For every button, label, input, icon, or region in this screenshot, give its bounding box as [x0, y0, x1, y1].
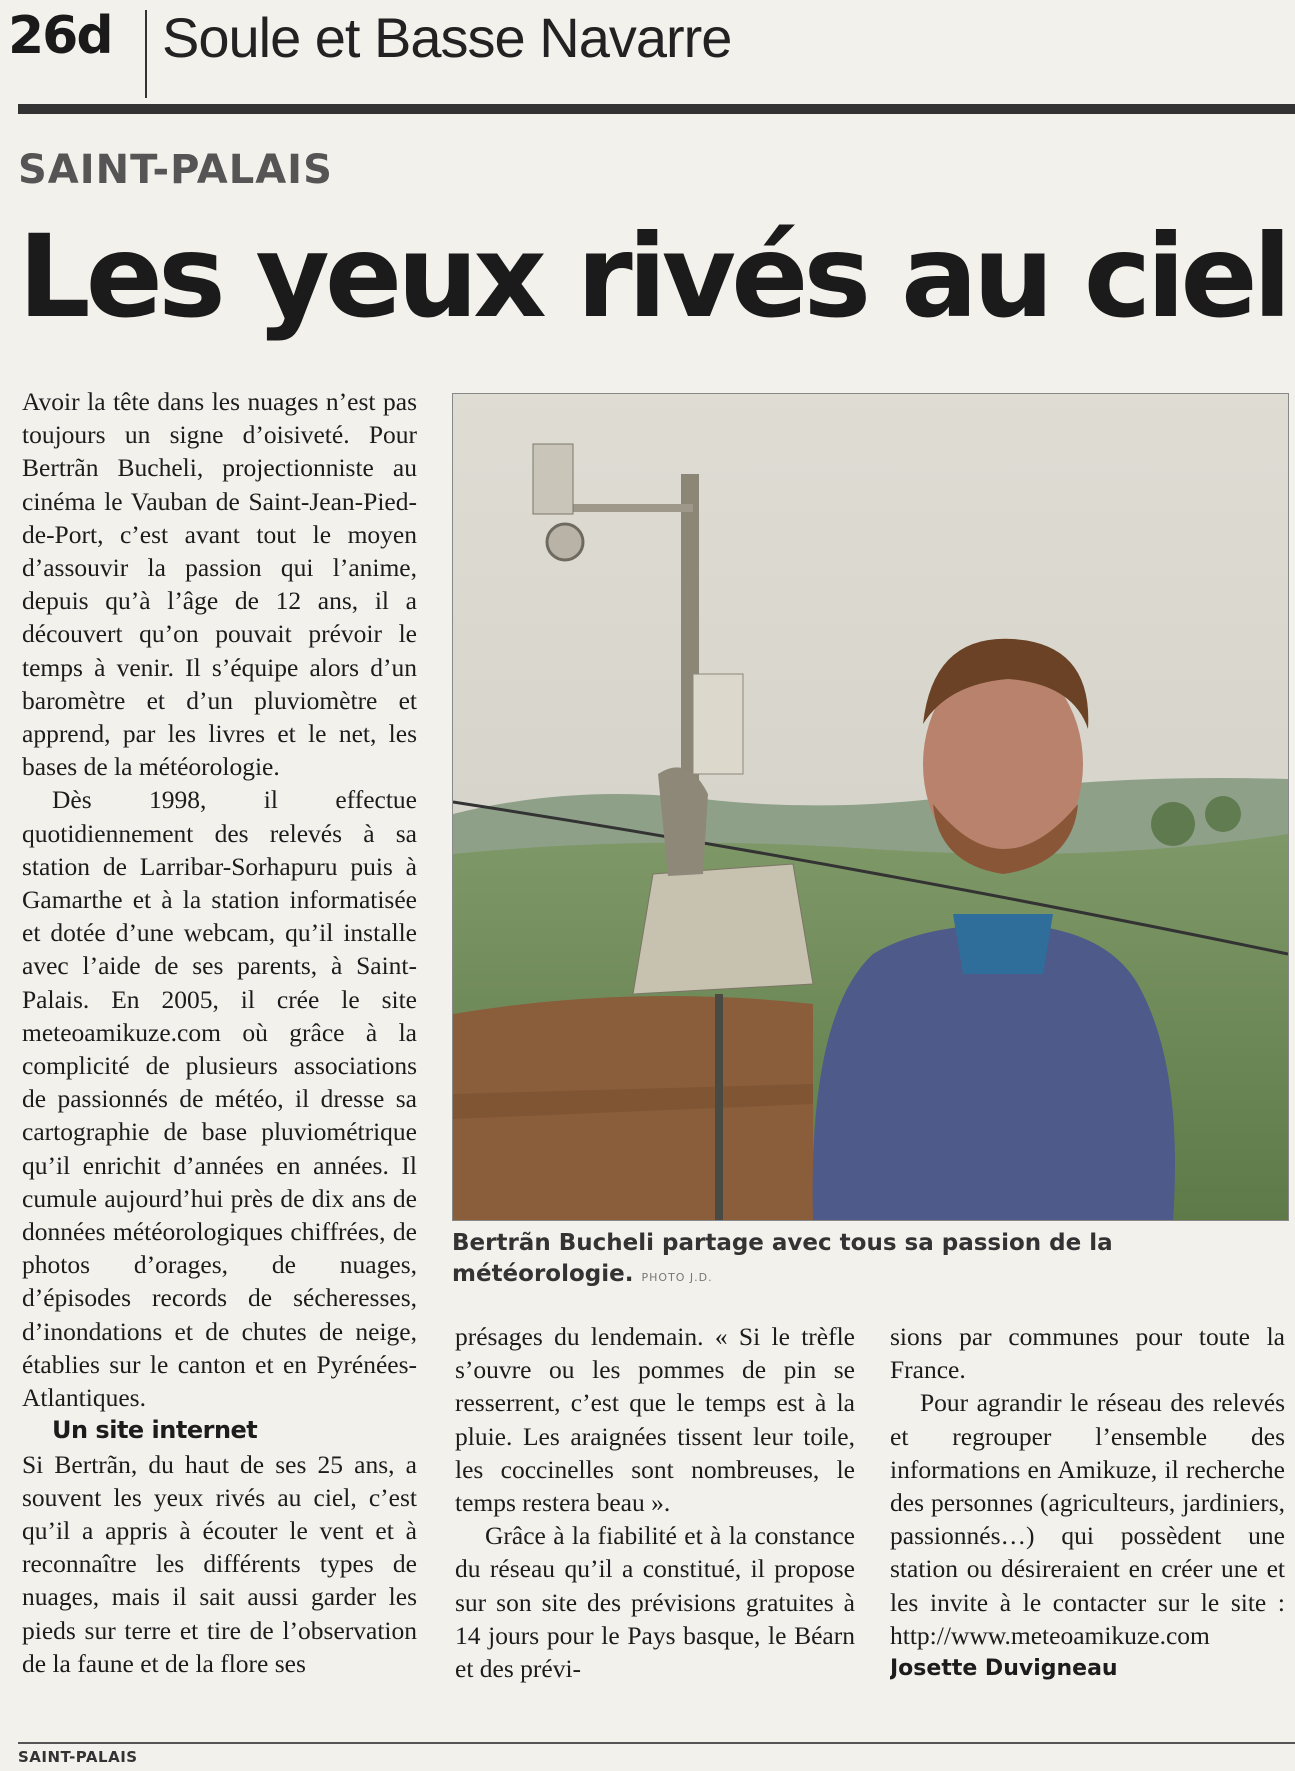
- paragraph: Si Bertrãn, du haut de ses 25 ans, a souvent les yeux rivés au ciel, c’est qu’il a appris à écouter le vent et à reconnaître les différents types de nuages, mais il sait aussi garder les pieds sur terre et tire de l’observation de la faune et de la flore ses: [22, 1449, 417, 1678]
- header-rule: [18, 104, 1295, 114]
- paragraph: Pour agrandir le réseau des relevés et regrouper l’ensemble des informations en Amikuze, il recherche des personnes (agriculteurs, jardiniers, passionnés…) qui possèdent une station ou désireraient en créer une et les invite à le contacter sur le site : http://www.meteoamikuze.com: [890, 1388, 1285, 1650]
- article-photo: [452, 393, 1289, 1221]
- footer-rule: [18, 1742, 1295, 1744]
- photo-credit: PHOTO J.D.: [641, 1271, 713, 1284]
- article-subhead: Un site internet: [52, 1416, 258, 1445]
- page-number: 26d: [8, 6, 112, 66]
- article-kicker: SAINT-PALAIS: [18, 147, 333, 193]
- paragraph: Avoir la tête dans les nuages n’est pas toujours un signe d’oisiveté. Pour Bertrãn Bucheli, projectionniste au cinéma le Vauban de Saint-Jean-Pied-de-Port, c’est avant tout le moyen d’assouvir la passion qui l’anime, depuis qu’à l’âge de 12 ans, il a découvert qu’on pouvait prévoir le temps à venir. Il s’équipe alors d’un baromètre et d’un pluviomètre et apprend, par les livres et le net, les bases de la météorologie.: [22, 387, 417, 782]
- section-title: Soule et Basse Navarre: [162, 6, 732, 69]
- paragraph: présages du lendemain. « Si le trèfle s’ouvre ou les pommes de pin se resserrent, c’est que le temps est à la pluie. Les araignées tissent leur toile, les coccinelles sont nombreuses, le temps restera beau ».: [455, 1322, 855, 1518]
- header-divider: [145, 10, 147, 98]
- caption-text: Bertrãn Bucheli partage avec tous sa passion de la météorologie.: [452, 1230, 1113, 1287]
- paragraph: sions par communes pour toute la France.: [890, 1322, 1285, 1385]
- footer-label: SAINT-PALAIS: [18, 1748, 138, 1766]
- author-signature: Josette Duvigneau: [890, 1656, 1118, 1682]
- article-column-1: [22, 385, 417, 1715]
- paragraph: Dès 1998, il effectue quotidiennement des relevés à sa station de Larribar-Sorhapuru puis à Gamarthe et à la station informatisée et dotée d’une webcam, qu’il installe avec l’aide de ses parents, à Saint-Palais. En 2005, il crée le site meteoamikuze.com où grâce à la complicité de plusieurs associations de passionnés de météo, il dresse sa cartographie de base pluviométrique qu’il enrichit d’années en années. Il cumule aujourd’hui près de dix ans de données météorologiques chiffrées, de photos d’orages, de nuages, d’épisodes records de sécheresses, d’inondations et de chutes de neige, établies sur le canton et en Pyrénées-Atlantiques.: [22, 785, 417, 1413]
- photo-caption: [452, 1228, 1287, 1293]
- article-column-2: [455, 1320, 855, 1715]
- photo-illustration: [453, 394, 1288, 1220]
- article-headline: Les yeux rivés au ciel: [18, 210, 1287, 343]
- paragraph: Grâce à la fiabilité et à la constance du réseau qu’il a constitué, il propose sur son site des prévisions gratuites à 14 jours pour le Pays basque, le Béarn et des prévi-: [455, 1521, 855, 1684]
- article-column-3: [890, 1320, 1285, 1715]
